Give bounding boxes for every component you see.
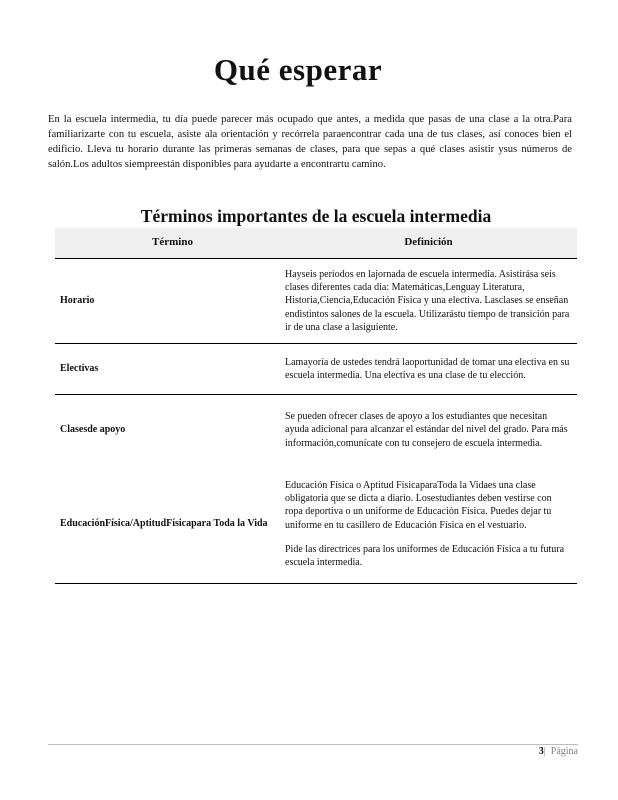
- definition-text: Hayseis periodos en lajornada de escuela intermedia. Asistirása seis clases diferentes cada día: Matemáticas,Lenguay Literatura, Historia,Ciencia,Educación Física y una electiva. Lasclases se enseñan endistintos salones de la escuela. Utilizarástu tiempo de transición para ir de una clase a lasiguiente.: [285, 268, 570, 333]
- definition-cell: [280, 344, 577, 395]
- term-cell: Horario: [55, 259, 280, 344]
- footer-divider: [48, 744, 578, 745]
- table-row: [55, 395, 577, 466]
- page-label: Página: [550, 746, 578, 757]
- definition-cell: [280, 465, 577, 584]
- table-row: [55, 344, 577, 395]
- definition-cell: [280, 395, 577, 466]
- page-number: 3: [538, 746, 544, 757]
- footer-separator: |: [543, 746, 546, 757]
- definition-text: Lamayoría de ustedes tendrá laoportunidad de tomar una electiva en su escuela intermedia. Una electiva es una clase de tu elección.: [285, 356, 570, 381]
- term-cell: EducaciónFísica/AptitudFísicapara Toda la Vida: [55, 465, 280, 584]
- definition-text: Pide las directrices para los uniformes de Educación Física a tu futura escuela intermedia.: [285, 543, 565, 568]
- intro-paragraph: En la escuela intermedia, tu día puede parecer más ocupado que antes, a medida que pasas de una clase a la otra.Para familiarizarte con tu escuela, asiste ala orientación y recórrela paraencontrar cada una de tus clases, así conoces bien el edificio. Lleva tu horario durante las primeras semanas de clases, para que sepas a qué clases asistir ysus números de salón.Los adultos siempreestán disponibles para ayudarte a encontrartu camino.: [48, 114, 572, 170]
- definition-text: Se pueden ofrecer clases de apoyo a los estudiantes que necesitan ayuda adicional para alcanzar el estándar del nivel del grado. Para más información,comunícate con tu consejero de escuela intermedia.: [285, 411, 568, 449]
- page-footer: [539, 746, 578, 757]
- terms-table: [55, 228, 577, 584]
- header-term: Término: [55, 228, 280, 259]
- header-definition: Definición: [280, 228, 577, 259]
- table-row: [55, 465, 577, 584]
- term-cell: Clasesde apoyo: [60, 424, 126, 436]
- term-cell: Electivas: [55, 344, 280, 395]
- table-title: Términos importantes de la escuela intermedia: [140, 206, 492, 226]
- table-header-row: [55, 228, 577, 259]
- page-title: Qué esperar: [213, 52, 383, 87]
- definition-cell: [280, 259, 577, 344]
- definition-text: Educación Física o Aptitud FísicaparaToda la Vidaes una clase obligatoria que se dicta a diario. Losestudiantes deben vestirse con ropa deportiva o un uniforme de Educación Física. Puedes dejar tu uniforme en tu casillero de Educación Física en el vestuario.: [285, 479, 552, 531]
- table-row: [55, 259, 577, 344]
